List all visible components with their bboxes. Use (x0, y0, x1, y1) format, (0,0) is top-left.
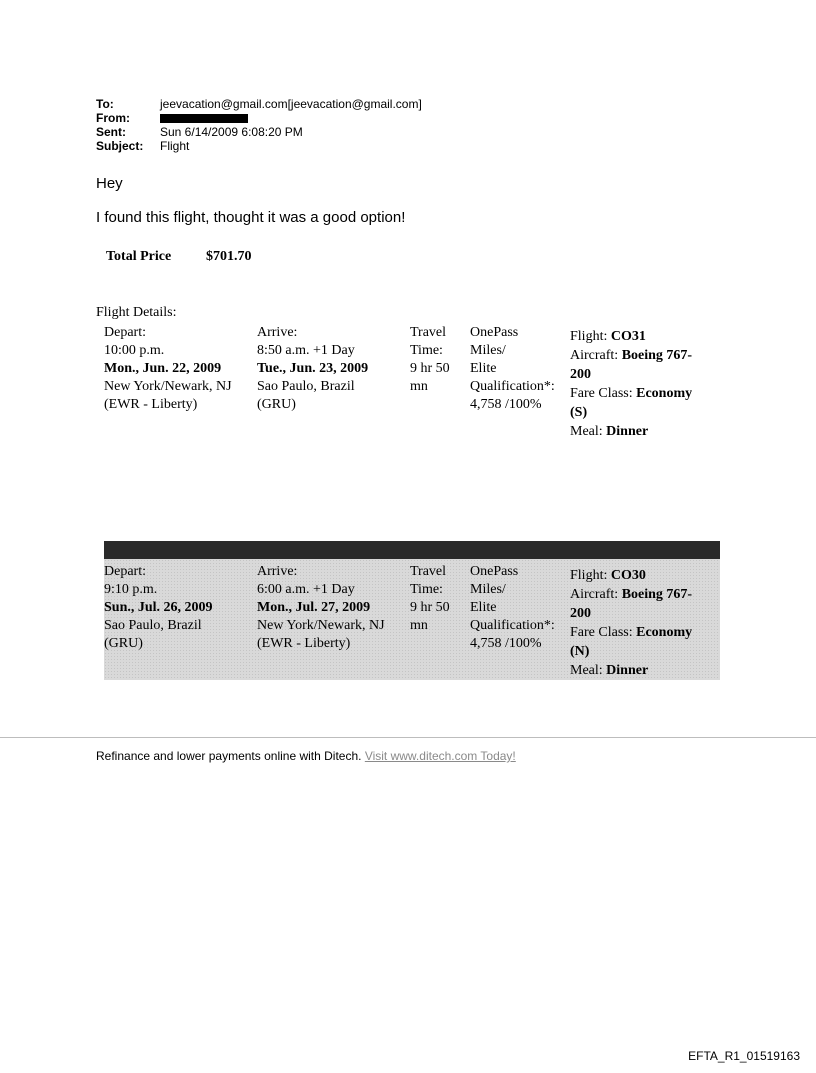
footer-text: Refinance and lower payments online with Ditech. (96, 749, 365, 763)
travel-time-text: 9 hr 50 (410, 361, 450, 376)
onepass-text: Elite (470, 361, 497, 376)
arrive-date: Tue., Jun. 23, 2009 (257, 361, 369, 376)
sent-row (96, 125, 422, 139)
arrive-city: Sao Paulo, Brazil (257, 379, 355, 394)
travel-time-column (410, 563, 470, 680)
arrive-city: New York/Newark, NJ (257, 618, 385, 633)
onepass-text: Qualification*: (470, 379, 555, 394)
arrive-label: Arrive: (257, 564, 298, 579)
segment-divider-bar (104, 541, 720, 559)
arrive-airport: (EWR - Liberty) (257, 636, 351, 651)
fare-class-cont: (S) (570, 405, 588, 420)
depart-date: Sun., Jul. 26, 2009 (104, 600, 213, 615)
subject-value: Flight (160, 139, 190, 153)
depart-column (104, 324, 257, 441)
depart-airport: (EWR - Liberty) (104, 397, 198, 412)
subject-label: Subject: (96, 139, 144, 153)
fare-class: Fare Class: Economy (570, 386, 693, 401)
fare-class-cont: (N) (570, 644, 590, 659)
arrive-time: 8:50 a.m. +1 Day (257, 343, 355, 358)
arrive-time: 6:00 a.m. +1 Day (257, 582, 355, 597)
total-price (106, 249, 252, 265)
from-row (96, 111, 422, 125)
total-price-label: Total Price (106, 249, 172, 264)
arrive-column (257, 324, 410, 441)
onepass-text: OnePass (470, 325, 519, 340)
travel-time-column (410, 324, 470, 441)
depart-time: 10:00 p.m. (104, 343, 165, 358)
redaction-bar (160, 114, 248, 123)
flight-number: Flight: CO30 (570, 568, 646, 583)
footer-divider (0, 737, 816, 738)
arrive-date: Mon., Jul. 27, 2009 (257, 600, 371, 615)
fare-class: Fare Class: Economy (570, 625, 693, 640)
meal: Meal: Dinner (570, 663, 649, 678)
subject-row (96, 139, 422, 153)
onepass-column (470, 324, 570, 441)
sent-value: Sun 6/14/2009 6:08:20 PM (160, 125, 303, 139)
aircraft-cont: 200 (570, 367, 591, 382)
onepass-miles: 4,758 /100% (470, 397, 542, 412)
aircraft-cont: 200 (570, 606, 591, 621)
email-header (96, 97, 422, 153)
arrive-airport: (GRU) (257, 397, 296, 412)
to-label: To: (96, 97, 114, 111)
flight-segment-outbound (104, 324, 720, 441)
travel-time-text: mn (410, 618, 428, 633)
depart-city: Sao Paulo, Brazil (104, 618, 202, 633)
total-price-value: $701.70 (206, 249, 252, 264)
travel-time-text: Travel (410, 325, 447, 340)
onepass-text: Elite (470, 600, 497, 615)
depart-date: Mon., Jun. 22, 2009 (104, 361, 222, 376)
arrive-column (257, 563, 410, 680)
onepass-column (470, 563, 570, 680)
to-value: jeevacation@gmail.com[jeevacation@gmail.com] (160, 97, 422, 111)
depart-airport: (GRU) (104, 636, 143, 651)
flight-details-label: Flight Details: (96, 305, 177, 320)
flight-segment-return (104, 559, 720, 680)
sent-label: Sent: (96, 125, 126, 139)
travel-time-text: mn (410, 379, 428, 394)
travel-time-text: Time: (410, 582, 443, 597)
travel-time-text: 9 hr 50 (410, 600, 450, 615)
flight-info-column (570, 324, 720, 441)
arrive-label: Arrive: (257, 325, 298, 340)
travel-time-text: Travel (410, 564, 447, 579)
greeting: Hey (96, 175, 123, 192)
depart-label: Depart: (104, 564, 146, 579)
onepass-text: Miles/ (470, 343, 506, 358)
ditech-link[interactable]: Visit www.ditech.com Today! (364, 749, 516, 763)
message-text: I found this flight, thought it was a good option! (96, 209, 406, 226)
onepass-text: Miles/ (470, 582, 506, 597)
flight-info-column (570, 563, 720, 680)
depart-column (104, 563, 257, 680)
meal: Meal: Dinner (570, 424, 649, 439)
onepass-text: Qualification*: (470, 618, 555, 633)
aircraft: Aircraft: Boeing 767- (570, 587, 693, 602)
travel-time-text: Time: (410, 343, 443, 358)
aircraft: Aircraft: Boeing 767- (570, 348, 693, 363)
to-row (96, 97, 422, 111)
onepass-text: OnePass (470, 564, 519, 579)
depart-city: New York/Newark, NJ (104, 379, 232, 394)
document-id: EFTA_R1_01519163 (688, 1049, 800, 1063)
footer-ad (96, 749, 516, 763)
from-label: From: (96, 111, 130, 125)
depart-label: Depart: (104, 325, 146, 340)
onepass-miles: 4,758 /100% (470, 636, 542, 651)
flight-number: Flight: CO31 (570, 329, 646, 344)
depart-time: 9:10 p.m. (104, 582, 158, 597)
